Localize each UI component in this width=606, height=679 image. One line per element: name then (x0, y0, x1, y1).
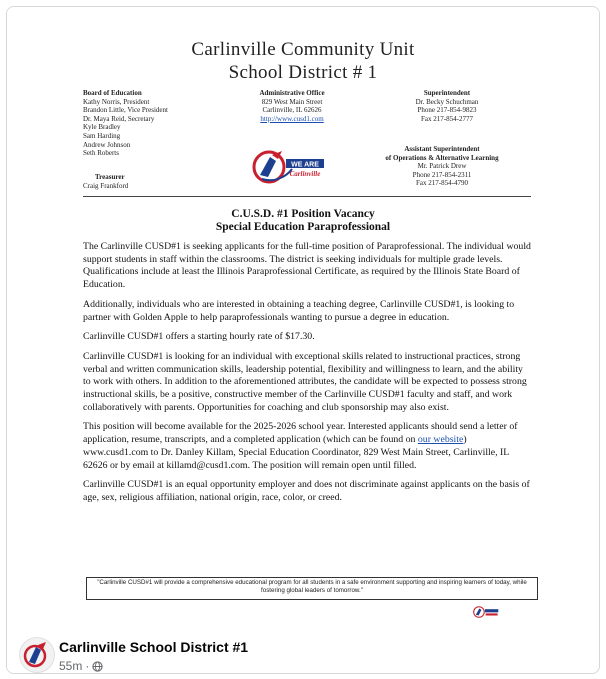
admin-heading: Administrative Office (259, 89, 325, 97)
superintendent-phone: Phone 217-854-9823 (417, 106, 477, 115)
paragraph: Additionally, individuals who are interested in obtaining a teaching degree, Carlinville CUSD#1, is looking to partner with Golden Apple to help paraprofessionals wanting to pursue a degree in education. (83, 298, 515, 323)
we-are-carlinville-small-logo (473, 604, 499, 620)
post-time[interactable]: 55m (59, 659, 83, 673)
superintendent (377, 89, 517, 123)
district-title-line2: School District # 1 (228, 62, 378, 83)
superintendent-name: Dr. Becky Schuchman (415, 97, 479, 106)
post-footer (7, 627, 599, 673)
we-are-carlinville-logo (252, 147, 326, 187)
assistant-superintendent (357, 145, 527, 188)
mission-statement-box: "Carlinville CUSD#1 will provide a comprehensive educational program for all students in a safe environment supporting and inspiring learners of today, while fostering global leaders of tomorrow." (86, 577, 538, 600)
admin-address1: 829 West Main Street (261, 97, 323, 106)
district-title-line1: Carlinville Community Unit (191, 39, 415, 60)
board-member: Andrew Johnson (83, 140, 131, 149)
application-text-start: This position will become available for the 2025-2026 school year. Interested applicants should send a letter of application, resume, transcripts, and a completed application (which can be found on (83, 421, 518, 446)
paragraph: Carlinville CUSD#1 offers a starting hourly rate of $17.30. (83, 331, 315, 343)
superintendent-fax: Fax 217-854-2777 (421, 114, 473, 123)
avatar[interactable] (19, 637, 55, 673)
logo-text-we-are: WE ARE (291, 161, 319, 169)
assistant-name: Mr. Patrick Drew (417, 162, 467, 171)
district-logo-icon (20, 638, 54, 672)
board-of-education (83, 89, 223, 158)
superintendent-heading: Superintendent (423, 89, 471, 97)
vacancy-title: C.U.S.D. #1 Position Vacancy (231, 208, 375, 220)
treasurer-name: Craig Frankford (83, 181, 129, 190)
vacancy-subtitle: Special Education Paraprofessional (215, 221, 391, 233)
board-heading: Board of Education (83, 89, 142, 97)
page-name[interactable]: Carlinville School District #1 (59, 639, 249, 655)
vacancy-body (83, 241, 531, 512)
paragraph: The Carlinville CUSD#1 is seeking applicants for the full-time position of Paraprofessional. The individual would support students in staff within the classrooms. The district is seeking individuals for multiple grade levels. Qualifications include at least the Illinois Paraprofessional Certificate, as required by the Illinois State Board of Education. (83, 241, 531, 291)
admin-address2: Carlinville, IL 62626 (262, 106, 322, 115)
administrative-office (237, 89, 347, 123)
board-member: Kathy Norris, President (83, 97, 150, 106)
letterhead-divider (83, 196, 531, 197)
assistant-fax: Fax 217-854-4790 (416, 179, 468, 188)
globe-icon (92, 661, 103, 672)
board-member: Sam Harding (83, 131, 121, 140)
paragraph: Carlinville CUSD#1 is looking for an individual with exceptional skills related to instructional practices, strong verbal and written communication skills, leadership potential, flexibility and willingness to learn, and the ability to work with others. In addition to the aforementioned attributes, the candidate will be expected to possess strong instructional skills, be a positive, constructive member of the Carlinville CUSD#1 faculty and staff, and work collaboratively with parents. Opportunities for coaching and club sponsorship may also exist. (83, 350, 527, 413)
post-meta (59, 659, 103, 673)
board-member: Seth Roberts (83, 149, 119, 158)
assistant-heading1: Assistant Superintendent (404, 145, 480, 153)
treasurer-heading: Treasurer (95, 173, 125, 181)
assistant-phone: Phone 217-854-2311 (412, 170, 472, 179)
post-card (6, 6, 600, 674)
district-website-link[interactable]: http://www.cusd1.com (260, 114, 324, 123)
board-member: Brandon Little, Vice President (83, 106, 168, 115)
post-image[interactable] (7, 7, 599, 627)
assistant-heading2: of Operations & Alternative Learning (385, 153, 499, 162)
logo-text-carlinville: Carlinville (289, 170, 321, 178)
application-text-end: ) www.cusd1.com to Dr. Danley Killam, Special Education Coordinator, 829 West Main Street, Carlinville, IL 62626 or by email at killamd@cusd1.com. The position will remain open until filled. (83, 434, 509, 471)
treasurer (83, 173, 223, 190)
paragraph-application (83, 421, 531, 472)
our-website-link[interactable]: our website (417, 434, 464, 446)
paragraph: Carlinville CUSD#1 is an equal opportunity employer and does not discriminate against applicants on the basis of age, sex, religious affiliation, national origin, race, color, or creed. (83, 479, 530, 503)
meta-separator: · (85, 659, 90, 673)
board-member: Kyle Bradley (83, 123, 121, 132)
board-member: Dr. Maya Reid, Secretary (83, 114, 155, 123)
